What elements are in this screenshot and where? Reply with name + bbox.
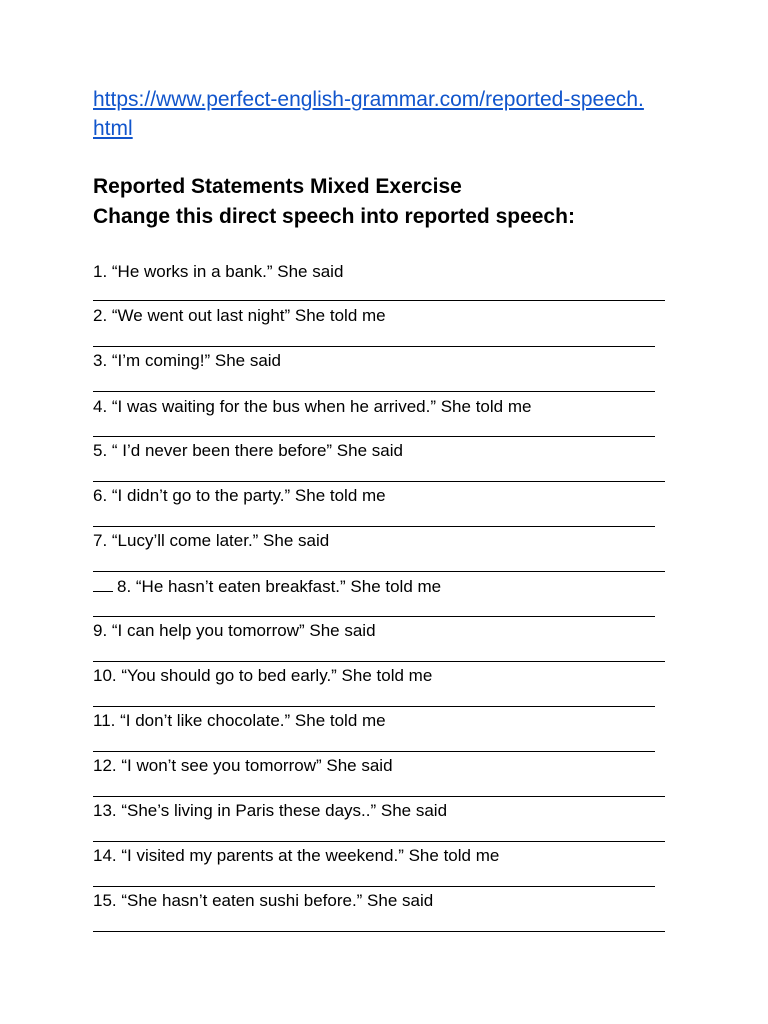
answer-line-9[interactable] (93, 661, 665, 662)
exercise-item-15: 15. “She hasn’t eaten sushi before.” She said (93, 891, 434, 910)
exercise-item-11: 11. “I don’t like chocolate.” She told me (93, 711, 386, 730)
exercise-item-10: 10. “You should go to bed early.” She told me (93, 666, 433, 685)
exercise-item-7: 7. “Lucy’ll come later.” She said (93, 531, 330, 550)
answer-line-10[interactable] (93, 706, 655, 707)
exercise-item-1: 1. “He works in a bank.” She said (93, 262, 344, 281)
exercise-item-8 (93, 576, 441, 597)
answer-line-6[interactable] (93, 526, 655, 527)
exercise-item-4: 4. “I was waiting for the bus when he arrived.” She told me (93, 397, 532, 416)
answer-line-4[interactable] (93, 436, 655, 437)
answer-line-11[interactable] (93, 751, 655, 752)
exercise-item-6: 6. “I didn’t go to the party.” She told me (93, 486, 386, 505)
exercise-title: Reported Statements Mixed Exercise (93, 175, 462, 198)
answer-line-1[interactable] (93, 300, 665, 301)
leading-answer-blank[interactable] (93, 576, 113, 592)
exercise-item-8-text: 8. “He hasn’t eaten breakfast.” She told me (117, 577, 442, 596)
exercise-item-3: 3. “I’m coming!” She said (93, 351, 282, 370)
exercise-item-2: 2. “We went out last night” She told me (93, 306, 386, 325)
exercise-item-5: 5. “ I’d never been there before” She said (93, 441, 403, 460)
answer-line-5[interactable] (93, 481, 665, 482)
answer-line-8[interactable] (93, 616, 655, 617)
answer-line-15[interactable] (93, 931, 665, 932)
answer-line-7[interactable] (93, 571, 665, 572)
exercise-item-13: 13. “She’s living in Paris these days..” She said (93, 801, 448, 820)
answer-line-3[interactable] (93, 391, 655, 392)
answer-line-12[interactable] (93, 796, 665, 797)
answer-line-2[interactable] (93, 346, 655, 347)
exercise-item-14: 14. “I visited my parents at the weekend.” She told me (93, 846, 500, 865)
exercise-item-9: 9. “I can help you tomorrow” She said (93, 621, 376, 640)
answer-line-14[interactable] (93, 886, 655, 887)
exercise-instruction: Change this direct speech into reported speech: (93, 205, 575, 228)
answer-line-13[interactable] (93, 841, 665, 842)
exercise-item-12: 12. “I won’t see you tomorrow” She said (93, 756, 393, 775)
source-link[interactable]: https://www.perfect-english-grammar.com/reported-speech.html (93, 88, 644, 140)
